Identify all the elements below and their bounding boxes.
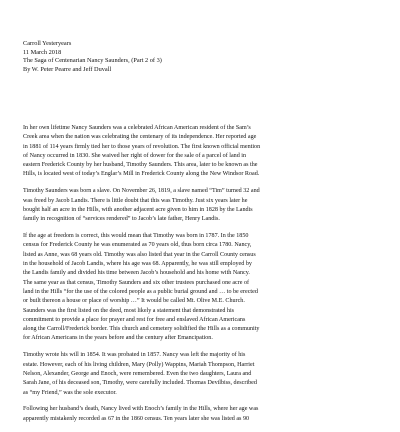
article-title: The Saga of Centenarian Nancy Saunders, (Part 2 of 3) — [23, 57, 162, 64]
text-line: for African Americans in the years before and the century after Emancipation. — [23, 335, 213, 342]
text-line: eastern Frederick County by her husband, Timothy Saunders. This area, later to be known as the — [23, 162, 258, 169]
paragraph-3 — [23, 232, 381, 344]
text-line: If the age at freedom is correct, this would mean that Timothy was born in 1787. In the 1850 — [23, 233, 249, 240]
article-body — [23, 124, 381, 432]
paragraph-1 — [23, 124, 381, 180]
text-line: or built thereon a house or place of worship …” It would be called Mt. Olive M.E. Church. — [23, 298, 245, 305]
text-line: Creek area when the nation was celebrating the centenary of its independence. Her reported age — [23, 134, 257, 141]
text-line: Saunders was the first listed on the deed, most likely a statement that demonstrated his — [23, 307, 235, 314]
text-line: apparently mistakenly recorded as 67 in the 1860 census. Ten years later she was listed as 90 — [23, 415, 250, 422]
text-line: family in recognition of “services rendered” to Jacob’s late father, Henry Landis. — [23, 216, 220, 223]
text-line: was freed by Jacob Landis. There is little doubt that this was Timothy. Just six years later he — [23, 197, 248, 204]
publication-name: Carroll Yesteryears — [23, 40, 72, 47]
text-line: land in the Hills “for the use of the colored people as a public burial ground and … to be erected — [23, 288, 258, 295]
paragraph-2 — [23, 187, 381, 224]
text-line: of Nancy occurred in 1830. She waived her right of dower for the sale of a parcel of land in — [23, 152, 247, 159]
text-line: bought half an acre in the Hills, with another adjacent acre given to him in 1828 by the Landis — [23, 206, 253, 213]
text-line: Timothy Saunders was born a slave. On November 26, 1819, a slave named “Tim” turned 32 and — [23, 188, 260, 195]
text-line: The same year as that census, Timothy Saunders and six other trustees purchased one acre of — [23, 279, 250, 286]
text-line: Nelson, Alexander, George and Enoch, were remembered. Even the two daughters, Laura and — [23, 370, 252, 377]
article-byline: By W. Peter Pearre and Jeff Duvall — [23, 65, 112, 73]
text-line: in 1881 of 114 years firmly tied her to those years of revolution. The first known official mention — [23, 143, 261, 150]
document-page — [23, 0, 381, 422]
text-line: along the Carroll/Frederick border. This church and cemetery solidified the Hills as a community — [23, 326, 260, 333]
text-line: estate. However, each of his living children, Mary (Polly) Wappins, Mariah Thompson, Harriet — [23, 361, 255, 368]
text-line: commitment to provide a place for prayer and rest for free and enslaved African Americans — [23, 316, 246, 323]
text-line: as “my Friend,” was the sole executor. — [23, 389, 117, 396]
text-line: In her own lifetime Nancy Saunders was a celebrated African American resident of the Sam’s — [23, 125, 251, 131]
publication-date: 11 March 2018 — [23, 48, 62, 56]
text-line: Sarah Jane, of his deceased son, Timothy, were carefully included. Thomas Devilbiss, described — [23, 380, 257, 387]
text-line: Hills, is located west of today’s Englar’s Mill in Frederick County along the New Windsor Road. — [23, 171, 260, 178]
paragraph-5 — [23, 405, 381, 424]
article-header — [23, 40, 381, 74]
text-line: in the household of Jacob Landis, where his age was 68. Apparently, he was still employed by — [23, 261, 252, 268]
paragraph-4 — [23, 351, 381, 397]
text-line: census for Frederick County he was enumerated as 70 years old, thus born circa 1780. Nancy, — [23, 242, 252, 249]
text-line: Following her husband’s death, Nancy lived with Enoch’s family in the Hills, where her age was — [23, 406, 259, 413]
text-line: the Landis family and divided his time between Jacob’s household and his home with Nancy. — [23, 270, 250, 277]
text-line: listed as Anne, was 68 years old. Timothy was also listed that year in the Carroll County census — [23, 251, 256, 258]
text-line: Timothy wrote his will in 1854. It was probated in 1857. Nancy was left the majority of his — [23, 352, 246, 359]
